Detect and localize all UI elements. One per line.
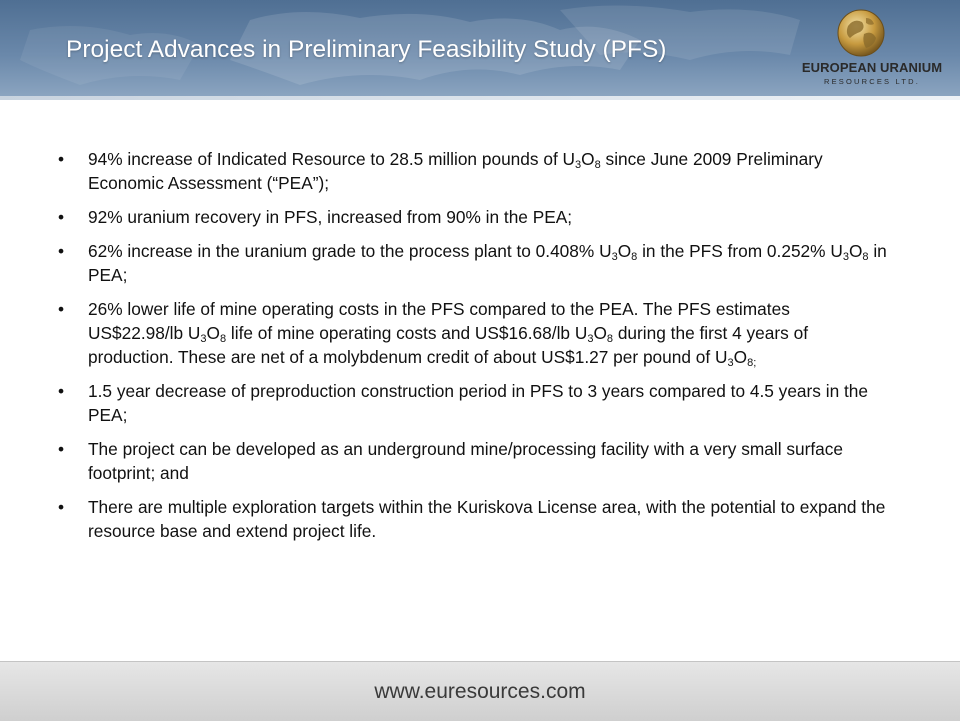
bullet-item: [58, 147, 888, 195]
text-run: since June 2009 Preliminary Economic Assessment (“PEA”);: [88, 149, 823, 193]
text-run: in PEA;: [88, 241, 887, 285]
bullet-text: [88, 149, 823, 193]
bullet-text: [88, 207, 572, 227]
subscript: 8: [862, 251, 869, 263]
bullet-text: [88, 241, 887, 285]
subscript: 8: [594, 159, 601, 171]
bullet-item: [58, 437, 888, 485]
subscript: 3: [611, 251, 618, 263]
text-run: O: [733, 347, 748, 367]
bullet-marker: •: [58, 497, 65, 517]
text-run: The project can be developed as an underground mine/processing facility with a very small surface footprint; and: [88, 439, 844, 483]
text-run: in the PFS from 0.252% U: [637, 241, 843, 261]
text-run: life of mine operating costs and US$16.68/lb U: [226, 323, 588, 343]
bullet-item: [58, 379, 888, 427]
slide-title: Project Advances in Preliminary Feasibility Study (PFS): [66, 36, 667, 63]
bullet-marker: •: [58, 299, 65, 319]
text-run: O: [581, 149, 595, 169]
subscript: 8: [606, 333, 614, 345]
text-run: 26% lower life of mine operating costs in the PFS compared to the PEA. The PFS estimates US$22.98/lb U: [88, 299, 790, 343]
bullet-marker: •: [58, 241, 65, 261]
text-run: 92% uranium recovery in PFS, increased from 90% in the PEA;: [88, 207, 573, 227]
bullet-item: [58, 495, 888, 543]
bullet-text: [88, 299, 808, 367]
footer-bar: [0, 661, 960, 721]
bullet-marker: •: [58, 149, 65, 169]
bullet-item: [58, 205, 888, 229]
subscript: 3: [587, 333, 594, 345]
text-run: during the first 4 years of production. These are net of a molybdenum credit of about US$1.27 per pound of U: [88, 323, 809, 367]
bullet-text: [88, 439, 843, 483]
text-run: 94% increase of Indicated Resource to 28.5 million pounds of U: [88, 149, 576, 169]
subscript: 8: [631, 251, 638, 263]
text-run: O: [206, 323, 220, 343]
text-run: 1.5 year decrease of preproduction construction period in PFS to 3 years compared to 4.5 years in the PEA;: [88, 381, 869, 425]
subscript: 3: [200, 333, 207, 345]
logo-subtitle: RESOURCES LTD.: [823, 77, 921, 86]
subscript: 3: [727, 357, 734, 369]
subscript: 8;: [747, 357, 757, 369]
bullet-marker: •: [58, 381, 65, 401]
subscript: 3: [575, 159, 582, 171]
bullet-text: [88, 497, 885, 541]
bullet-list: [58, 147, 888, 553]
bullet-item: [58, 239, 888, 287]
header-separator: [0, 96, 960, 100]
bullet-text: [88, 381, 868, 425]
logo-name: EUROPEAN URANIUM: [801, 60, 943, 75]
globe-icon: [836, 8, 886, 58]
company-logo: [784, 6, 960, 96]
subscript: 3: [842, 251, 849, 263]
subscript: 8: [219, 333, 227, 345]
text-run: O: [848, 241, 863, 261]
text-run: There are multiple exploration targets within the Kuriskova License area, with the potential to expand the resource base and extend project life.: [88, 497, 886, 541]
bullet-marker: •: [58, 207, 65, 227]
text-run: 62% increase in the uranium grade to the process plant to 0.408% U: [88, 241, 612, 261]
bullet-marker: •: [58, 439, 65, 459]
bullet-item: [58, 297, 888, 369]
text-run: O: [617, 241, 632, 261]
text-run: O: [593, 323, 607, 343]
footer-url: www.euresources.com: [374, 680, 586, 703]
